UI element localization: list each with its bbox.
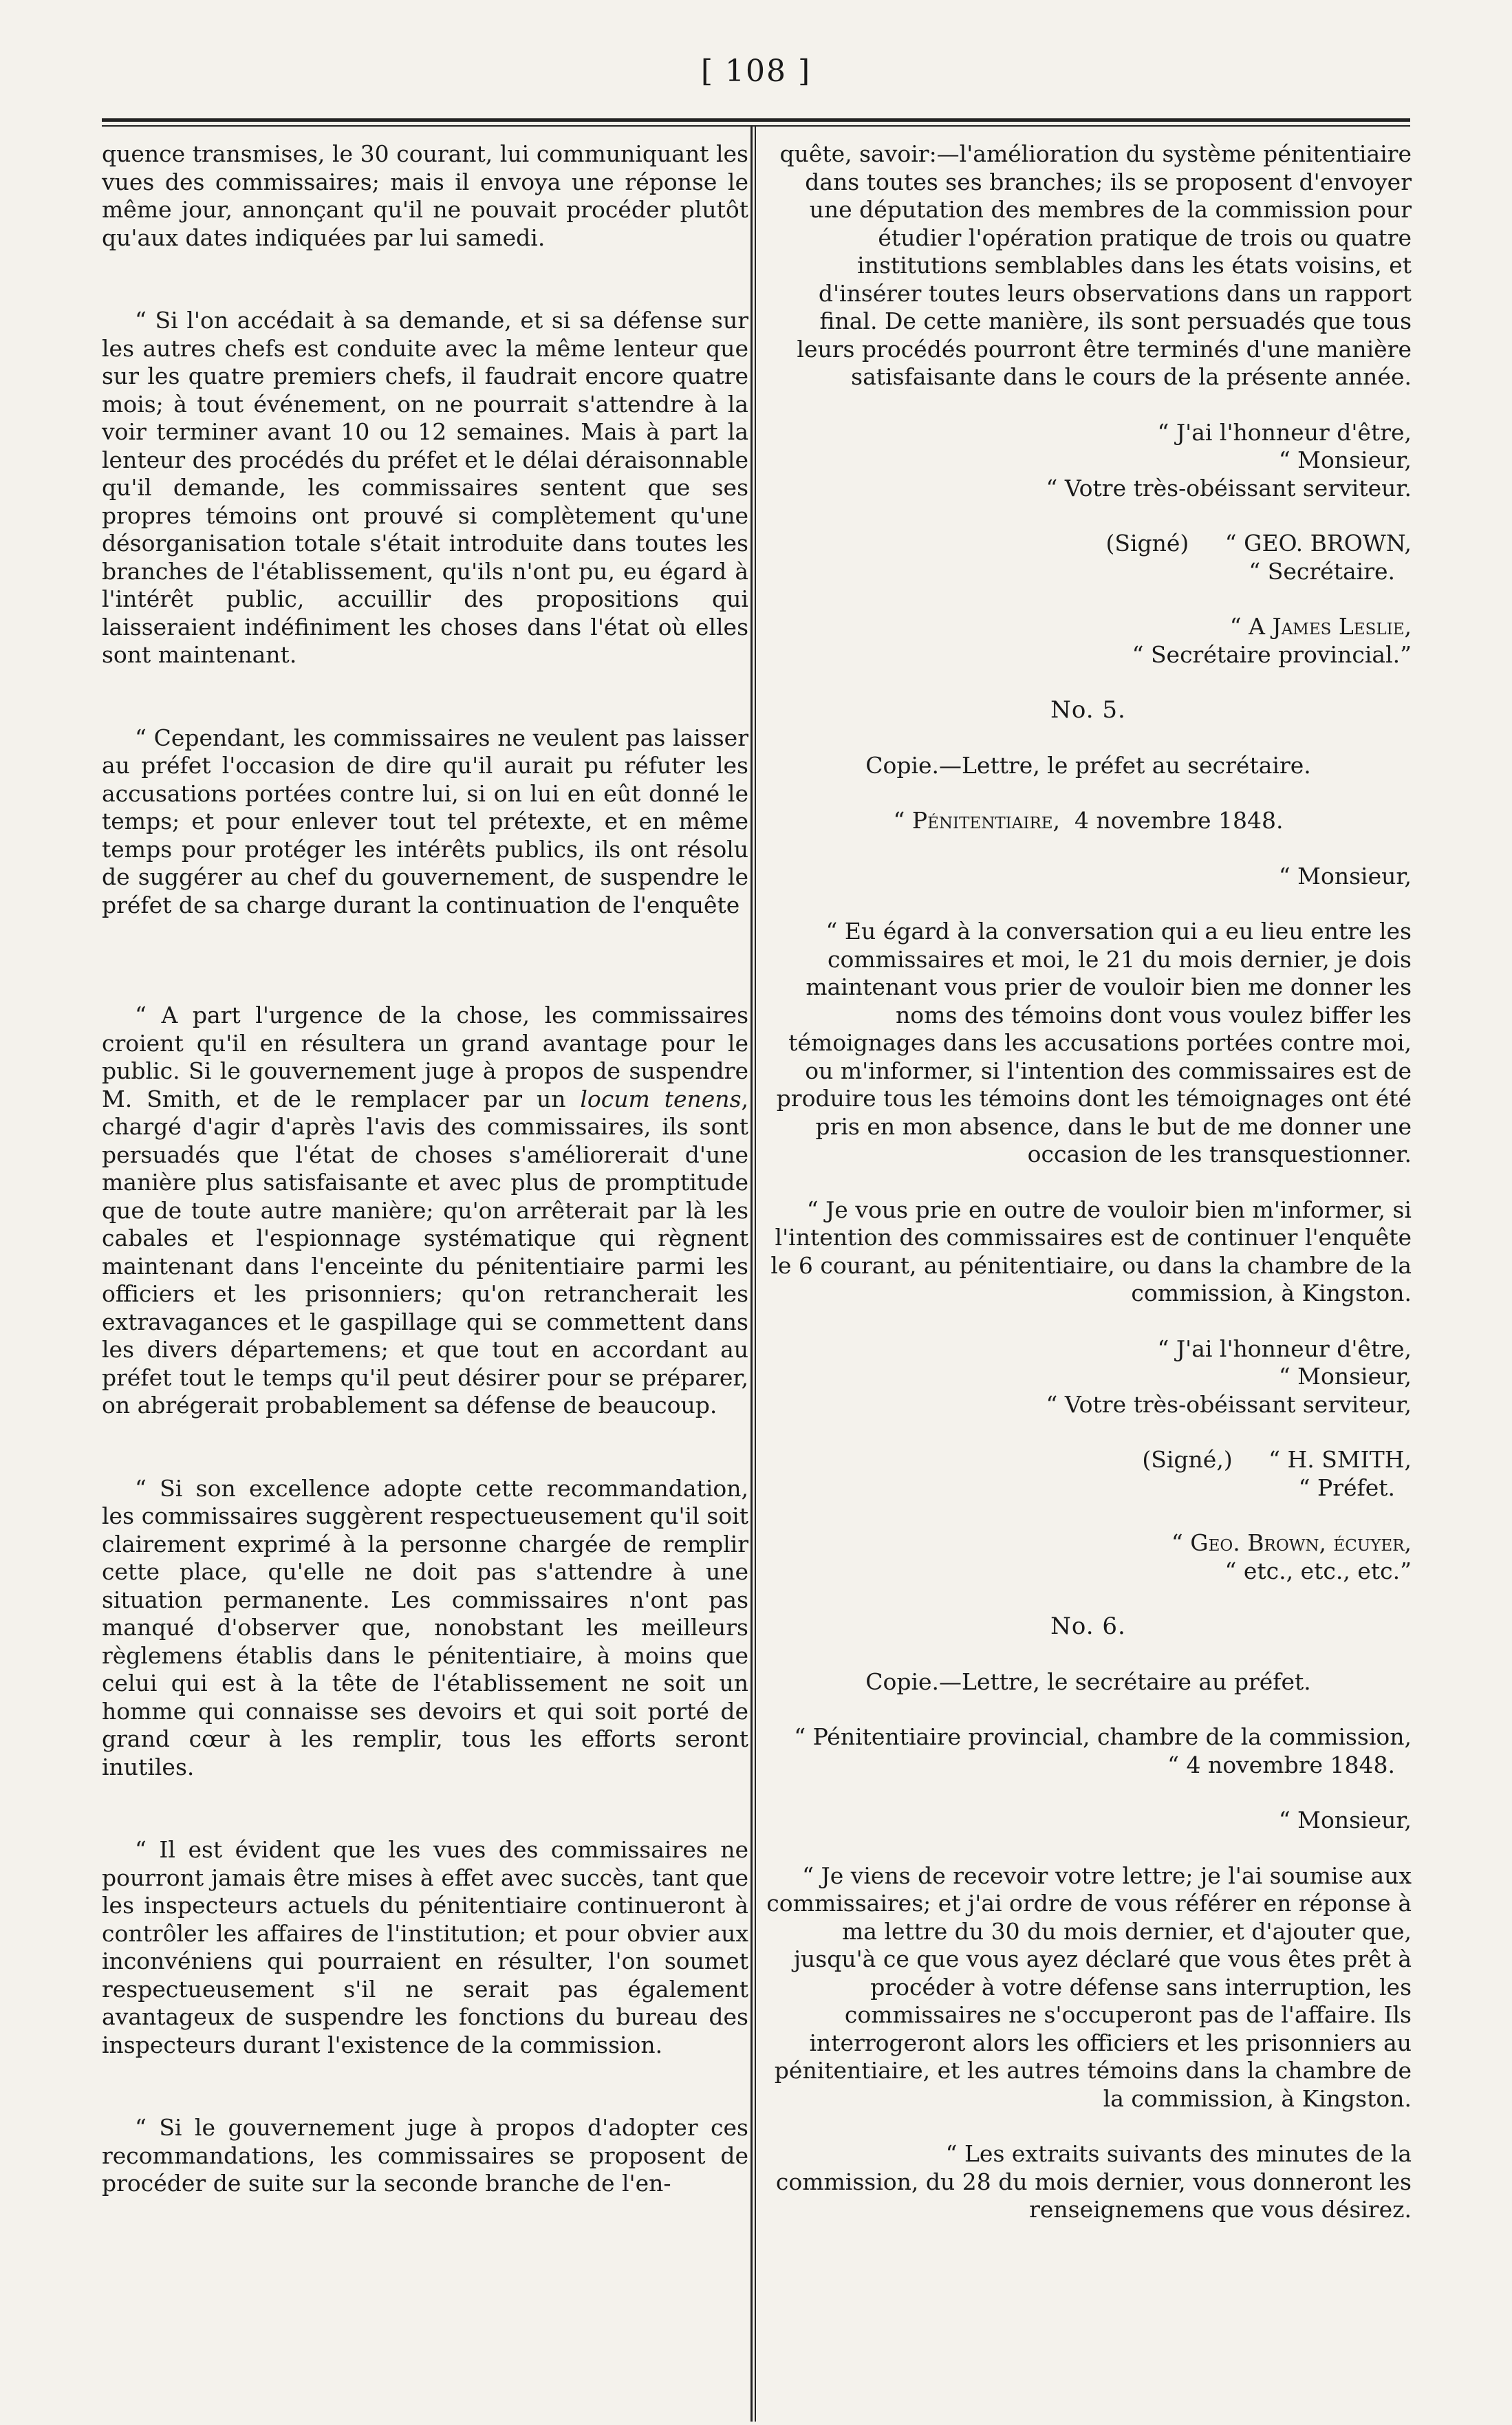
signature-title: “ Préfet.: [1298, 1474, 1395, 1501]
signed-label: (Signé,): [1142, 1446, 1233, 1473]
left-column: [102, 140, 748, 2198]
dateline: [765, 807, 1412, 835]
signed-label: (Signé): [1105, 530, 1189, 557]
paragraph: “ Les extraits suivants des minutes de la commission, du 28 du mois dernier, vous donneront les renseignemens que vous désirez.: [775, 2140, 1412, 2223]
dateline-date: “ 4 novembre 1848.: [1167, 1751, 1395, 1778]
column-divider: [750, 127, 753, 2422]
paragraph: “ Il est évident que les vues des commissaires ne pourront jamais être mises à effet avec succès, tant que les inspecteurs actuels du pénitentiaire continueront à contrôler les affaires de l'institution; et pour obvier aux inconvéniens qui pourraient en résulter, l'on soumet respectueusement s'il ne serait pas également avantageux de suspendre les fonctions du bureau des inspecteurs durant l'existence de la commission.: [102, 1836, 748, 2058]
paragraph: “ Je vous prie en outre de vouloir bien m'informer, si l'intention des commissaires est de continuer l'enquête le 6 courant, au pénitentiaire, ou dans la chambre de la commission, à Kingston.: [770, 1196, 1412, 1306]
document-heading: Copie.—Lettre, le préfet au secrétaire.: [865, 751, 1311, 779]
page-number: [ 108 ]: [700, 54, 812, 89]
paragraph: quence transmises, le 30 courant, lui communiquant les vues des commissaires; mais il envoya une réponse le même jour, annonçant qu'il ne pouvait procéder plutôt qu'aux dates indiquées par lui samedi.: [102, 140, 748, 251]
dateline-place: “ Pénitentiaire provincial, chambre de la commission,: [794, 1723, 1412, 1750]
emphasis-locum-tenens: locum tenens: [580, 1085, 742, 1112]
closing-line: “ Votre très-obéissant serviteur.: [1046, 474, 1412, 502]
paragraph: “ Je viens de recevoir votre lettre; je l'ai soumise aux commissaires; et j'ai ordre de vous référer en réponse à ma lettre du 30 du mois dernier, et d'ajouter que, jusqu'à ce que vous ayez déclaré que vous êtes prêt à procéder à votre défense sans interruption, les commissaires ne s'occuperont pas de l'affaire. Ils interrogeront alors les officiers et les prisonniers au pénitentiaire, et les autres témoins dans la chambre de la commission, à Kingston.: [766, 1862, 1412, 2112]
addressee-name: “ A James Leslie,: [1229, 613, 1412, 640]
closing-line: “ J'ai l'honneur d'être,: [1157, 418, 1412, 446]
paragraph: “ Si l'on accédait à sa demande, et si sa défense sur les autres chefs est conduite avec la même lenteur que sur les quatre premiers chefs, il faudrait encore quatre mois; à tout événement, on ne pourrait s'attendre à la voir terminer avant 10 ou 12 semaines. Mais à part la lenteur des procédés du préfet et le délai déraisonnable qu'il demande, les commissaires sentent que ses propres témoins ont prouvé si complètement qu'une désorganisation totale s'était introduite dans toutes les branches de l'établissement, qu'ils n'ont pu, eu égard à l'intérêt public, accuillir des propositions qui laisseraient indéfiniment les choses dans l'état où elles sont maintenant.: [102, 307, 749, 668]
paragraph-part: , chargé d'agir d'après l'avis des commissaires, ils sont persuadés que l'état de choses s'améliorerait d'une manière plus satisfaisante et avec plus de promptitude que de toute autre manière; qu'on arrêterait par là les cabales et l'espionnage systématique qui règnent maintenant dans l'enceinte du pénitentiaire parmi les officiers et les prisonniers; qu'on retrancherait les extravagances et le gaspillage qui se commettent dans les divers départemens; et que tout en accordant au préfet tout le temps qu'il peut désirer pour se préparer, on abrégerait probablement sa défense de beaucoup.: [102, 1085, 748, 1419]
document-number: No. 6.: [1050, 1613, 1126, 1640]
closing-line: “ Votre très-obéissant serviteur,: [1046, 1390, 1412, 1418]
salutation: “ Monsieur,: [1278, 1807, 1412, 1833]
signature-name: “ GEO. BROWN,: [1224, 530, 1412, 557]
header-rule-thick: [102, 118, 1410, 122]
dateline-place: “ Pénitentiaire,: [893, 807, 1061, 834]
addressee-title: “ etc., etc., etc.”: [1224, 1557, 1412, 1584]
paragraph: “ Si son excellence adopte cette recommandation, les commissaires suggèrent respectueusement qu'il soit clairement exprimé à la personne chargée de remplir cette place, qu'elle ne doit pas s'attendre à une situation permanente. Les commissaires n'ont pas manqué d'observer que, nonobstant les meilleurs règlemens établis dans le pénitentiaire, à moins que celui qui est à la tête de l'établissement ne soit un homme qui connaisse ses devoirs et qui soit porté de grand cœur à les remplir, tous les efforts seront inutiles.: [102, 1474, 748, 1780]
paragraph: “ Si le gouvernement juge à propos d'adopter ces recommandations, les commissaires se proposent de procéder de suite sur la seconde branche de l'en-: [102, 2114, 748, 2197]
right-column: [765, 140, 1428, 2224]
closing-line: “ Monsieur,: [1278, 446, 1412, 473]
document-number: No. 5.: [1050, 696, 1126, 724]
paragraph-part: “ A part l'urgence de la chose, les commissaires croient qu'il en résultera un grand avantage pour le public. Si le gouvernement juge à propos de suspendre M. Smith, et de le remplacer par un: [102, 1002, 748, 1112]
signature-name: “ H. SMITH,: [1268, 1446, 1412, 1473]
salutation: “ Monsieur,: [1278, 862, 1412, 890]
closing-line: “ Monsieur,: [1278, 1363, 1412, 1390]
paragraph: [102, 1002, 748, 1420]
signature-title: “ Secrétaire.: [1249, 557, 1395, 585]
paragraph: “ Cependant, les commissaires ne veulent pas laisser au préfet l'occasion de dire qu'il aurait pu réfuter les accusations portées contre lui, si on lui en eût donné le temps; et pour enlever tout tel prétexte, et en même temps pour protéger les intérêts publics, ils ont résolu de suggérer au chef du gouvernement, de suspendre le préfet de sa charge durant la continuation de l'enquête: [102, 724, 748, 918]
header-rule-thin: [102, 125, 1410, 127]
column-divider-thin: [755, 127, 756, 2422]
paragraph: quête, savoir:—l'amélioration du système pénitentiaire dans toutes ses branches; ils se proposent d'envoyer une députation des membres de la commission pour étudier l'opération pratique de trois ou quatre institutions semblables dans les états voisins, et d'insérer toutes leurs observations dans un rapport final. De cette manière, ils sont persuadés que tous leurs procédés pourront être terminés d'une manière satisfaisante dans le cours de la présente année.: [779, 140, 1412, 390]
signature-line: [765, 1446, 1412, 1474]
closing-line: “ J'ai l'honneur d'être,: [1157, 1335, 1412, 1362]
addressee-title: “ Secrétaire provincial.”: [1132, 640, 1412, 668]
dateline-date: 4 novembre 1848.: [1074, 807, 1284, 834]
signature-line: [765, 530, 1412, 558]
paragraph: “ Eu égard à la conversation qui a eu lieu entre les commissaires et moi, le 21 du mois dernier, je dois maintenant vous prier de vouloir bien me donner les noms des témoins dont vous voulez biffer les témoignages dans les accusations portées contre moi, ou m'informer, si l'intention des commissaires est de produire tous les témoins dont les témoignages ont été pris en mon absence, dans le but de me donner une occasion de les transquestionner.: [776, 918, 1412, 1167]
addressee-name: “ Geo. Brown, écuyer,: [1171, 1529, 1412, 1556]
document-heading: Copie.—Lettre, le secrétaire au préfet.: [865, 1668, 1311, 1695]
